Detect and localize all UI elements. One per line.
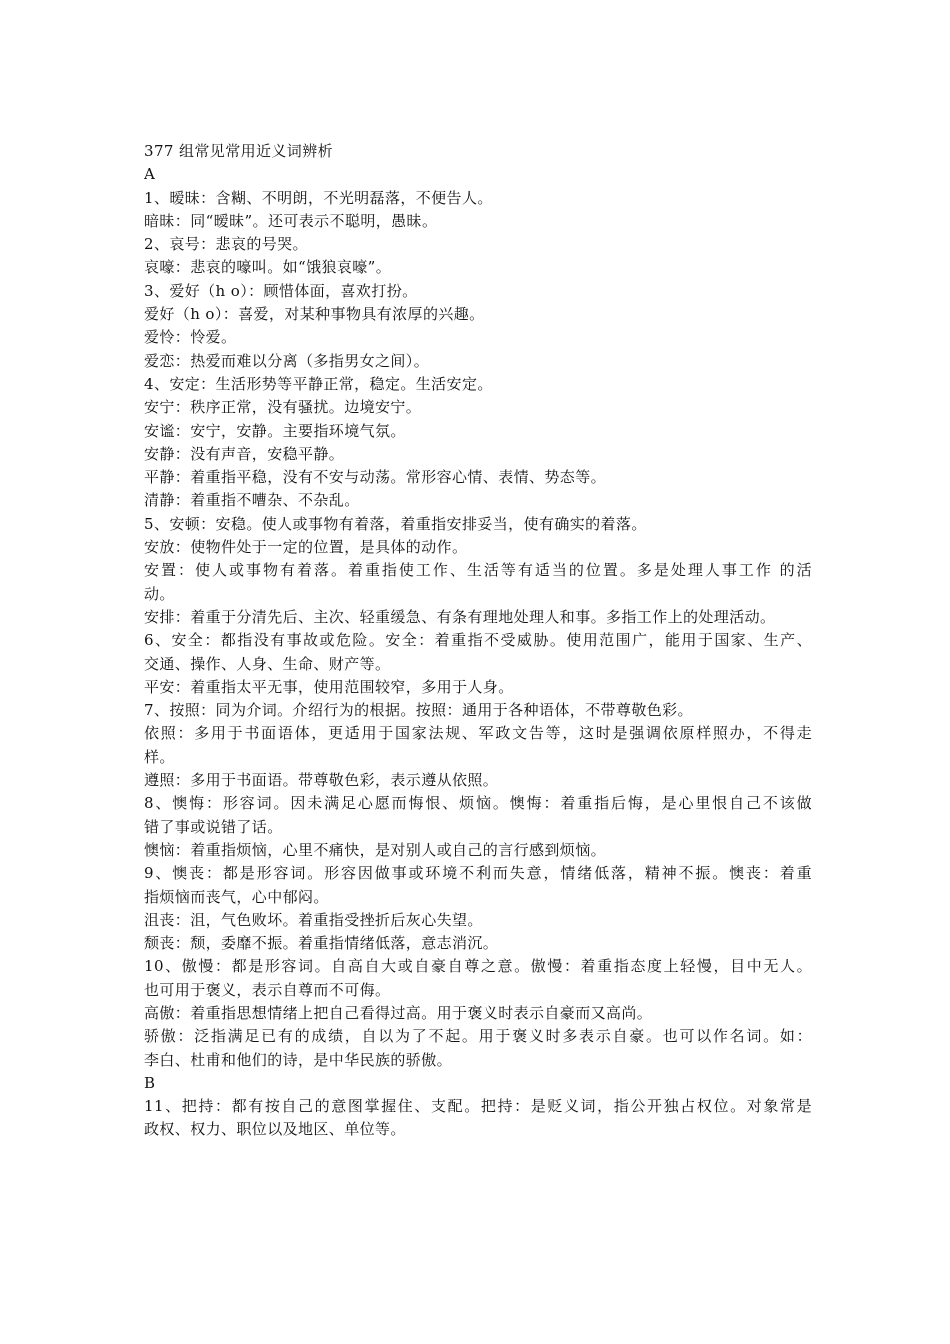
text-line: 指烦恼而丧气，心中郁闷。: [144, 887, 329, 906]
text-line: 10、傲慢：都是形容词。自高自大或自豪自尊之意。傲慢：着重指态度上轻慢，目中无人。: [144, 957, 812, 976]
text-line: 清静：着重指不嘈杂、不杂乱。: [144, 491, 360, 510]
text-line: 5、安顿：安稳。使人或事物有着落，着重指安排妥当，使有确实的着落。: [144, 514, 647, 533]
text-line: 样。: [144, 747, 175, 766]
text-line: 爱怜：怜爱。: [144, 328, 237, 347]
section-letter: B: [144, 1073, 156, 1092]
text-line: 暗昧：同“暧昧”。还可表示不聪明，愚昧。: [144, 211, 438, 230]
text-line: 安谧：安宁，安静。主要指环境气氛。: [144, 421, 406, 440]
text-line: 骄傲：泛指满足已有的成绩，自以为了不起。用于褒义时多表示自豪。也可以作名词。如：: [144, 1027, 812, 1046]
text-line: 安置：使人或事物有着落。着重指使工作、生活等有适当的位置。多是处理人事工作 的活: [144, 561, 812, 580]
text-line: 依照：多用于书面语体，更适用于国家法规、军政文告等，这时是强调依原样照办，不得走: [144, 724, 812, 743]
text-line: 安宁：秩序正常，没有骚扰。边境安宁。: [144, 398, 422, 417]
text-line: 平安：着重指太平无事，使用范围较窄，多用于人身。: [144, 677, 514, 696]
text-line: 李白、杜甫和他们的诗，是中华民族的骄傲。: [144, 1050, 453, 1069]
document-page: [144, 140, 812, 1142]
text-line: 1、暧昧：含糊、不明朗，不光明磊落，不便告人。: [144, 188, 493, 207]
text-line: 爱好（h o）：喜爱，对某种事物具有浓厚的兴趣。: [144, 305, 485, 324]
text-line: 安静：没有声音，安稳平静。: [144, 444, 345, 463]
text-line: 9、懊丧：都是形容词。形容因做事或环境不利而失意，情绪低落，精神不振。懊丧：着重: [144, 864, 812, 883]
text-line: 平静：着重指平稳，没有不安与动荡。常形容心情、表情、势态等。: [144, 468, 607, 487]
text-line: 交通、操作、人身、生命、财产等。: [144, 654, 391, 673]
text-line: 安放：使物件处于一定的位置，是具体的动作。: [144, 538, 468, 557]
text-line: 哀嚎：悲哀的嚎叫。如“饿狼哀嚎”。: [144, 258, 392, 277]
text-line: 6、安全：都指没有事故或危险。安全：着重指不受威胁。使用范围广，能用于国家、生产、: [144, 631, 812, 650]
text-line: 11、把持：都有按自己的意图掌握住、支配。把持：是贬义词，指公开独占权位。对象常是: [144, 1097, 812, 1116]
text-line: 也可用于褒义，表示自尊而不可侮。: [144, 980, 391, 999]
text-line: 高傲：着重指思想情绪上把自己看得过高。用于褒义时表示自豪而又高尚。: [144, 1003, 653, 1022]
section-letter: A: [144, 165, 156, 184]
text-line: 爱恋：热爱而难以分离（多指男女之间）。: [144, 351, 430, 370]
text-line: 懊恼：着重指烦恼，心里不痛快，是对别人或自己的言行感到烦恼。: [144, 840, 607, 859]
text-line: 7、按照：同为介词。介绍行为的根据。按照：通用于各种语体，不带尊敬色彩。: [144, 701, 693, 720]
text-line: 政权、权力、职位以及地区、单位等。: [144, 1120, 406, 1139]
text-line: 错了事或说错了话。: [144, 817, 283, 836]
text-line: 4、安定：生活形势等平静正常，稳定。生活安定。: [144, 374, 493, 393]
text-line: 3、爱好（h o）：顾惜体面，喜欢打扮。: [144, 281, 418, 300]
text-line: 2、哀号：悲哀的号哭。: [144, 235, 308, 254]
text-line: 安排：着重于分清先后、主次、轻重缓急、有条有理地处理人和事。多指工作上的处理活动。: [144, 607, 776, 626]
text-line: 遵照：多用于书面语。带尊敬色彩，表示遵从依照。: [144, 771, 499, 790]
text-line: 颓丧：颓，委靡不振。着重指情绪低落，意志消沉。: [144, 934, 499, 953]
text-line: 8、懊悔：形容词。因未满足心愿而悔恨、烦恼。懊悔：着重指后悔，是心里恨自己不该做: [144, 794, 812, 813]
text-line: 动。: [144, 584, 175, 603]
document-title: 377 组常见常用近义词辨析: [144, 142, 333, 160]
text-line: 沮丧：沮，气色败坏。着重指受挫折后灰心失望。: [144, 910, 483, 929]
